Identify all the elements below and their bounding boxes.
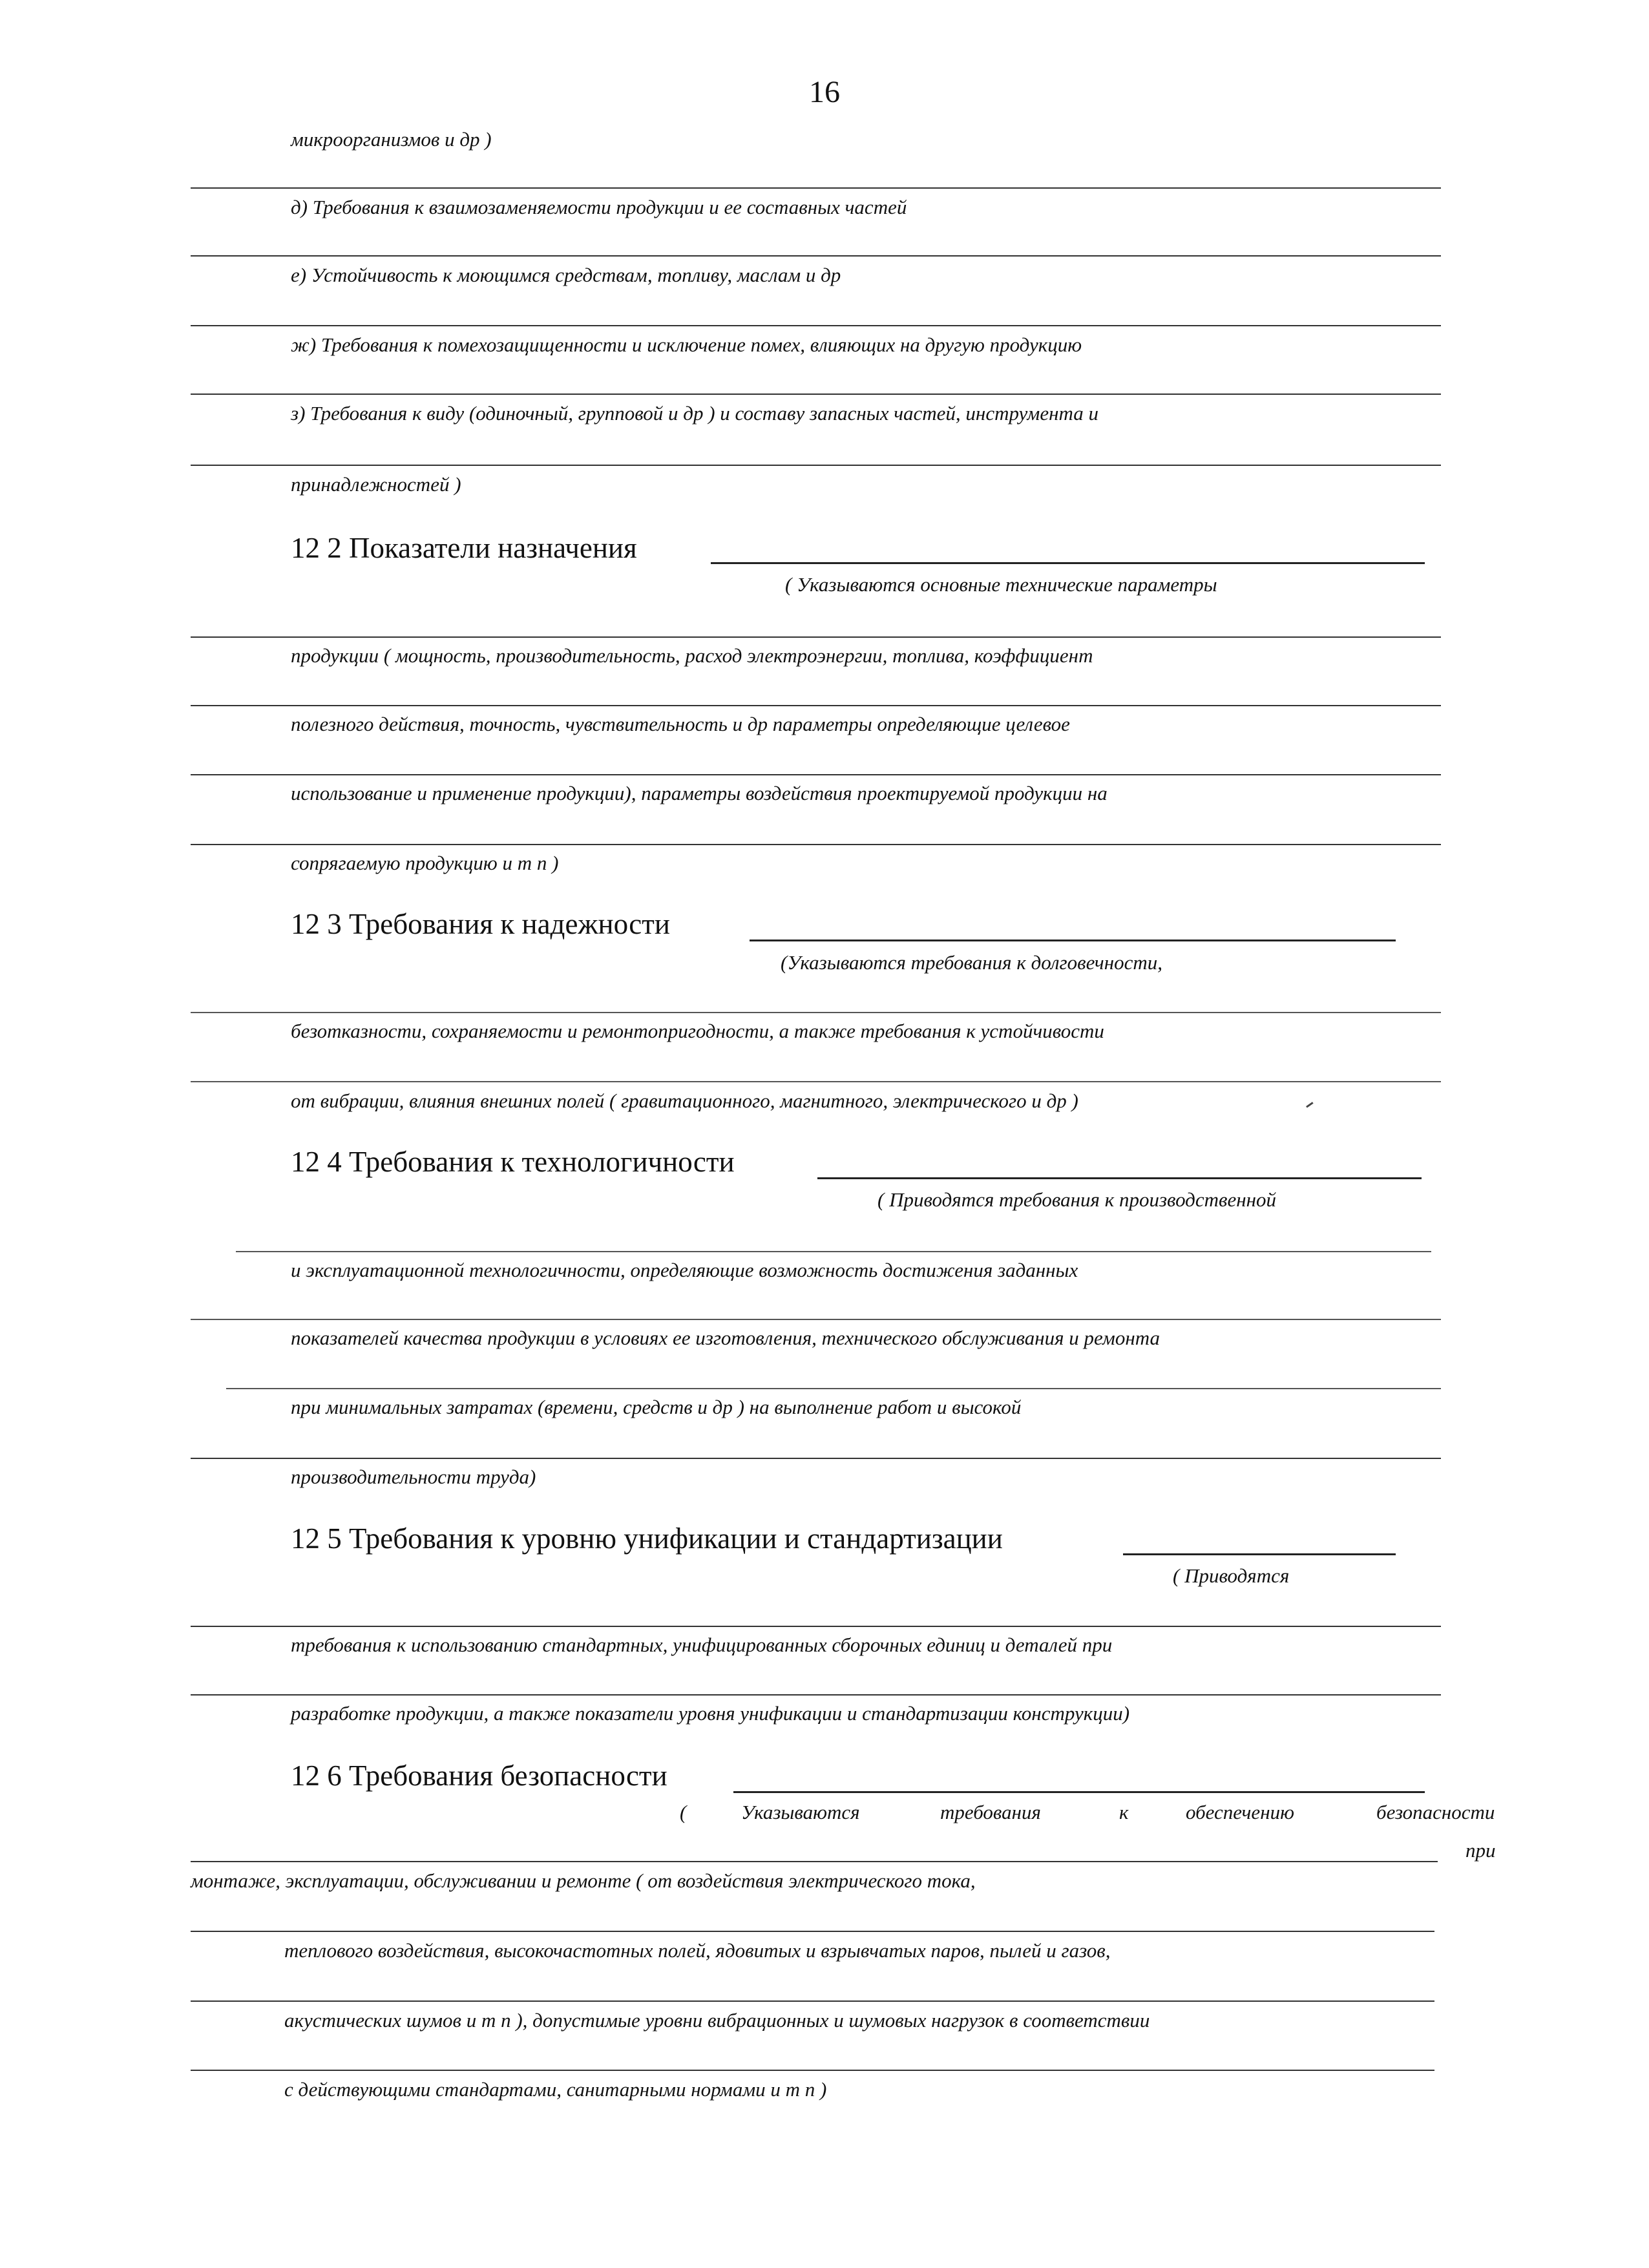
section-heading: 12 5 Требования к уровню унификации и стандартизации [291, 1522, 1003, 1555]
text-line: з) Требования к виду (одиночный, групповой и др ) и составу запасных частей, инструмента и [291, 402, 1098, 425]
fill-line [191, 1458, 1441, 1459]
heading-fill-line [750, 940, 1396, 941]
text-line: монтаже, эксплуатации, обслуживании и ремонте ( от воздействия электрического тока, [191, 1869, 976, 1892]
text-line: принадлежностей ) [291, 473, 461, 496]
heading-fill-line [1123, 1553, 1396, 1555]
fill-line [191, 1861, 1438, 1862]
section-note: ( Приводятся требования к производственной [877, 1188, 1276, 1211]
text-line: продукции ( мощность, производительность, расход электроэнергии, топлива, коэффициент [291, 644, 1093, 667]
text-line: теплового воздействия, высокочастотных полей, ядовитых и взрывчатых паров, пылей и газов, [284, 1939, 1111, 1962]
section-note-word: обеспечению [1186, 1801, 1294, 1823]
section-note-word: к [1119, 1801, 1129, 1823]
text-line: показателей качества продукции в условиях ее изготовления, технического обслуживания и ремонта [291, 1327, 1160, 1349]
stray-mark [1306, 1102, 1315, 1110]
fill-line [191, 2070, 1434, 2071]
fill-line [191, 774, 1441, 775]
text-line: разработке продукции, а также показатели уровня унификации и стандартизации конструкции) [291, 1702, 1130, 1725]
page-number: 16 [809, 75, 840, 109]
section-heading: 12 3 Требования к надежности [291, 908, 670, 940]
section-note: ( Приводятся [1173, 1564, 1290, 1587]
text-line: производительности труда) [291, 1465, 536, 1488]
text-line: д) Требования к взаимозаменяемости продукции и ее составных частей [291, 196, 907, 218]
fill-line [191, 844, 1441, 845]
fill-line [191, 1931, 1434, 1932]
fill-line [226, 1388, 1441, 1389]
fill-line [191, 705, 1441, 706]
fill-line [191, 1626, 1441, 1627]
text-line: с действующими стандартами, санитарными нормами и т п ) [284, 2078, 827, 2101]
text-line: при минимальных затратах (времени, средств и др ) на выполнение работ и высокой [291, 1396, 1022, 1418]
section-heading: 12 6 Требования безопасности [291, 1759, 667, 1792]
fill-line [191, 187, 1441, 189]
text-line: требования к использованию стандартных, унифицированных сборочных единиц и деталей при [291, 1633, 1113, 1656]
section-note: ( Указываются основные технические параметры [785, 573, 1217, 596]
text-line: ж) Требования к помехозащищенности и исключение помех, влияющих на другую продукцию [291, 333, 1082, 356]
fill-line [191, 465, 1441, 466]
fill-line [191, 1319, 1441, 1320]
text-line: от вибрации, влияния внешних полей ( гравитационного, магнитного, электрического и др ) [291, 1089, 1078, 1112]
section-heading: 12 4 Требования к технологичности [291, 1146, 735, 1178]
text-line: микроорганизмов и др ) [291, 128, 492, 151]
section-heading: 12 2 Показатели назначения [291, 532, 637, 564]
fill-line [191, 1694, 1441, 1696]
fill-line [191, 636, 1441, 638]
text-line: и эксплуатационной технологичности, определяющие возможность достижения заданных [291, 1259, 1078, 1281]
section-note-word: требования [940, 1801, 1041, 1823]
heading-fill-line [817, 1177, 1422, 1179]
text-line: сопрягаемую продукцию и т п ) [291, 852, 559, 874]
text-line: безотказности, сохраняемости и ремонтопригодности, а также требования к устойчивости [291, 1020, 1104, 1042]
text-line: е) Устойчивость к моющимся средствам, топливу, маслам и др [291, 264, 841, 286]
text-line: использование и применение продукции), параметры воздействия проектируемой продукции на [291, 782, 1108, 804]
text-line: акустических шумов и т п ), допустимые уровни вибрационных и шумовых нагрузок в соответствии [284, 2009, 1150, 2032]
heading-fill-line [711, 562, 1425, 564]
fill-line [191, 255, 1441, 257]
fill-line [191, 325, 1441, 326]
text-line: полезного действия, точность, чувствительность и др параметры определяющие целевое [291, 713, 1070, 735]
section-note-word: ( [680, 1801, 687, 1823]
section-note-word: безопасности [1376, 1801, 1495, 1823]
section-note: (Указываются требования к долговечности, [781, 951, 1162, 974]
section-note-word: Указываются [741, 1801, 860, 1823]
section-note-word: при [1465, 1839, 1496, 1862]
fill-line [191, 394, 1441, 395]
fill-line [191, 1012, 1441, 1013]
heading-fill-line [733, 1791, 1425, 1793]
fill-line [191, 1081, 1441, 1082]
fill-line [236, 1251, 1431, 1252]
fill-line [191, 2000, 1434, 2002]
